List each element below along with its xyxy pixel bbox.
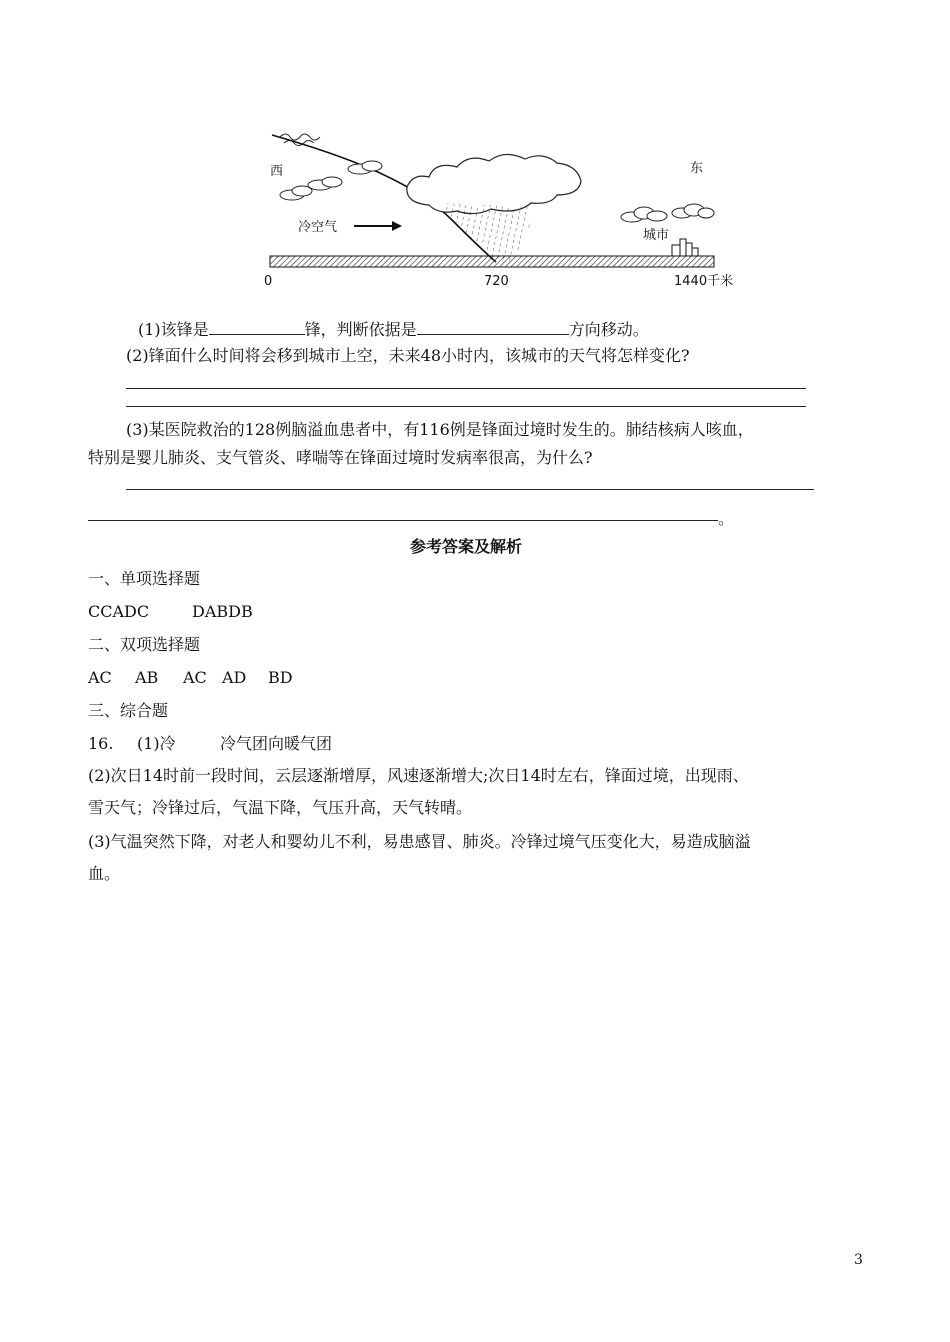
city-buildings xyxy=(672,239,698,256)
arrow-head xyxy=(392,221,402,231)
section-1-answers-b: DABDB xyxy=(192,602,253,621)
ground xyxy=(270,256,714,267)
label-cold-air: 冷空气 xyxy=(298,220,338,235)
section-2-heading: 二、双项选择题 xyxy=(88,635,201,654)
q1-blank-2[interactable] xyxy=(417,318,569,335)
answer-line[interactable] xyxy=(126,489,814,490)
question-2: (2)锋面什么时间将会移到城市上空，未来48小时内，该城市的天气将怎样变化? xyxy=(126,346,690,365)
q1-text-b: 锋，判断依据是 xyxy=(304,320,417,339)
q16-answer-1a: (1)冷 xyxy=(137,734,176,753)
q1-blank-1[interactable] xyxy=(209,318,305,335)
q16-number: 16. xyxy=(88,734,114,753)
q1-text-c: 方向移动。 xyxy=(568,320,649,339)
q16-answer-1b: 冷气团向暖气团 xyxy=(220,734,333,753)
q16-answer-3-line-2: 血。 xyxy=(88,864,121,883)
answer-line[interactable] xyxy=(88,520,718,521)
answer-line[interactable] xyxy=(126,388,806,389)
answers-title: 参考答案及解析 xyxy=(410,537,523,556)
tick-0: 0 xyxy=(264,274,273,289)
q16-answer-3-line-1: (3)气温突然下降，对老人和婴幼儿不利，易患感冒、肺炎。冷锋过境气压变化大，易造成脑溢 xyxy=(88,832,751,851)
question-3-line-2: 特别是婴儿肺炎、支气管炎、哮喘等在锋面过境时发病率很高，为什么? xyxy=(88,448,593,467)
q1-text-a: (1)该锋是 xyxy=(138,320,209,339)
question-3-line-1: (3)某医院救治的128例脑溢血患者中，有116例是锋面过境时发生的。肺结核病人咳血， xyxy=(126,420,754,439)
section-1-answers-a: CCADC xyxy=(88,602,150,621)
tick-1440: 1440千米 xyxy=(674,274,734,289)
section-3-heading: 三、综合题 xyxy=(88,701,169,720)
q3-period: 。 xyxy=(718,509,735,528)
section-2-answer: AD xyxy=(222,668,247,687)
section-2-answer: BD xyxy=(268,668,293,687)
page-number: 3 xyxy=(854,1252,863,1268)
rain-area xyxy=(440,203,530,263)
question-1 xyxy=(138,318,649,341)
section-2-answer: AC xyxy=(88,668,112,687)
section-2-answer: AB xyxy=(135,668,159,687)
label-city: 城市 xyxy=(643,228,670,243)
answer-line[interactable] xyxy=(126,406,806,407)
cold-front-diagram xyxy=(262,125,742,293)
label-west: 西 xyxy=(270,164,284,179)
storm-cloud xyxy=(407,154,581,213)
section-2-answer: AC xyxy=(183,668,207,687)
q16-answer-2-line-2: 雪天气；冷锋过后，气温下降，气压升高，天气转晴。 xyxy=(88,798,473,817)
section-1-heading: 一、单项选择题 xyxy=(88,569,201,588)
q16-answer-2-line-1: (2)次日14时前一段时间，云层逐渐增厚，风速逐渐增大;次日14时左右，锋面过境，出现雨、 xyxy=(88,766,749,785)
label-east: 东 xyxy=(690,161,704,176)
tick-720: 720 xyxy=(484,274,509,289)
